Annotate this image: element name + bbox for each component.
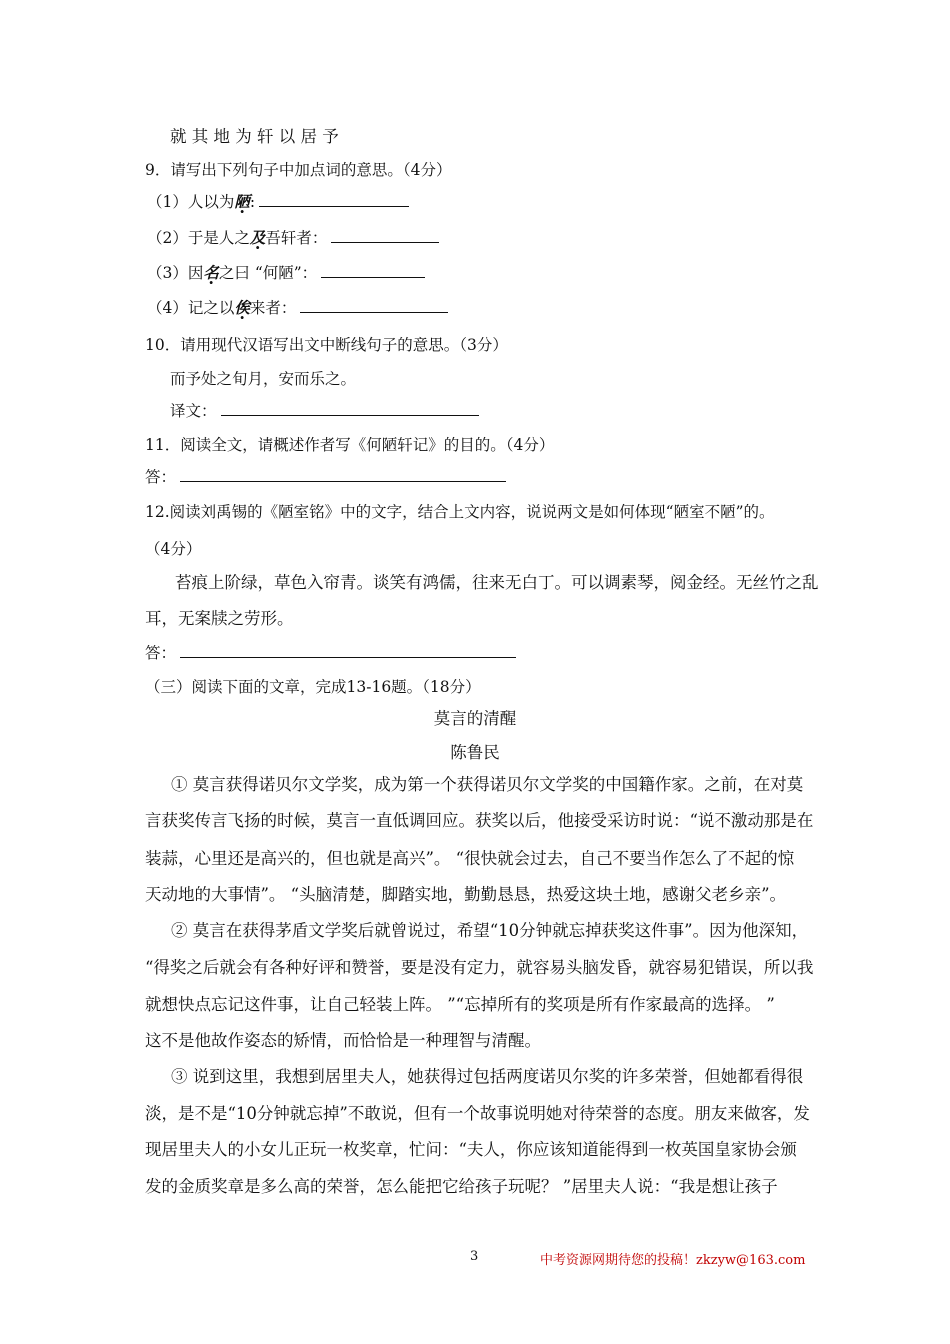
- article-author: 陈鲁民: [450, 743, 500, 762]
- q11-answer-label: 答：: [145, 468, 177, 486]
- q10-answer-label: 译文：: [170, 402, 217, 420]
- q9-item-2-post: 吾轩者：: [265, 229, 328, 247]
- article-line: 发的金质奖章是多么高的荣誉，怎么能把它给孩子玩呢？ ”居里夫人说：“我是想让孩子: [145, 1177, 778, 1196]
- q9-item-3: [147, 262, 425, 284]
- page-number: 3: [470, 1249, 479, 1264]
- q8-tail-text: 就 其 地 为 轩 以 居 予: [170, 127, 339, 146]
- q9-item-2-answer-blank[interactable]: [331, 227, 439, 243]
- q9-item-4: [147, 297, 448, 319]
- q9-item-1-post: :: [249, 193, 256, 211]
- q9-item-1-answer-blank[interactable]: [259, 191, 409, 207]
- q9-item-2-pre: （2）于是人之: [147, 229, 250, 247]
- article-line: 就想快点忘记这件事，让自己轻装上阵。 ”“忘掉所有的奖项是所有作家最高的选择。 ”: [145, 995, 775, 1014]
- article-line: 言获奖传言飞扬的时候，莫言一直低调回应。获奖以后，他接受采访时说：“说不激动那是在: [145, 811, 814, 830]
- section-3-heading: （三）阅读下面的文章，完成13-16题。（18分）: [145, 678, 481, 696]
- article-line: 现居里夫人的小女儿正玩一枚奖章，忙问：“夫人，你应该知道能得到一枚英国皇家协会颁: [145, 1140, 797, 1159]
- q11-answer-row: [145, 466, 506, 488]
- q9-item-1-dotted-word: 陋: [234, 192, 250, 211]
- q9-title: 9．请写出下列句子中加点词的意思。（4分）: [145, 161, 452, 179]
- q10-answer-row: [170, 400, 479, 422]
- article-line: ② 莫言在获得茅盾文学奖后就曾说过，希望“10分钟就忘掉获奖这件事”。因为他深知，: [171, 921, 809, 940]
- q12-answer-blank[interactable]: [180, 642, 516, 658]
- article-line: ③ 说到这里，我想到居里夫人，她获得过包括两度诺贝尔奖的许多荣誉，但她都看得很: [171, 1067, 804, 1086]
- q12-score: （4分）: [145, 540, 202, 558]
- article-line: 淡，是不是“10分钟就忘掉”不敢说，但有一个故事说明她对待荣誉的态度。朋友来做客，发: [145, 1104, 810, 1123]
- q9-item-2: [147, 227, 439, 249]
- q9-item-3-answer-blank[interactable]: [321, 262, 425, 278]
- q9-item-3-pre: （3）因: [147, 264, 204, 282]
- q9-item-4-dotted-word: 俟: [234, 298, 250, 317]
- article-line: 这不是他故作姿态的矫情，而恰恰是一种理智与清醒。: [145, 1031, 541, 1050]
- q11-title: 11．阅读全文，请概述作者写《何陋轩记》的目的。（4分）: [145, 436, 555, 454]
- q9-item-4-pre: （4）记之以: [147, 299, 235, 317]
- q10-title: 10．请用现代汉语写出文中断线句子的意思。（3分）: [145, 336, 508, 354]
- q9-item-4-answer-blank[interactable]: [300, 297, 448, 313]
- footer-promo-text: 中考资源网期待您的投稿！zkzyw@163.com: [540, 1253, 806, 1268]
- q9-item-3-post: 之曰 “何陋”：: [218, 264, 318, 282]
- q9-item-1-pre: （1）人以为: [147, 193, 235, 211]
- q10-sentence: 而予处之旬月，安而乐之。: [170, 370, 357, 388]
- article-line: 装蒜，心里还是高兴的，但也就是高兴”。 “很快就会过去，自己不要当作怎么了不起的惊: [145, 849, 795, 868]
- article-line: 天动地的大事情”。 “头脑清楚，脚踏实地，勤勤恳恳，热爱这块土地，感谢父老乡亲”。: [145, 885, 787, 904]
- article-line: “得奖之后就会有各种好评和赞誉，要是没有定力，就容易头脑发昏，就容易犯错误，所以我: [145, 958, 814, 977]
- article-line: ① 莫言获得诺贝尔文学奖，成为第一个获得诺贝尔文学奖的中国籍作家。之前，在对莫: [171, 775, 804, 794]
- q9-item-1: [147, 191, 409, 213]
- q12-quote-line-1: 苔痕上阶绿，草色入帘青。谈笑有鸿儒，往来无白丁。可以调素琴，阅金经。无丝竹之乱: [175, 573, 819, 592]
- q12-answer-row: [145, 642, 516, 664]
- q12-quote-line-2: 耳，无案牍之劳形。: [145, 609, 294, 628]
- q9-item-3-dotted-word: 名: [203, 263, 219, 282]
- q9-item-2-dotted-word: 及: [249, 228, 266, 247]
- q10-answer-blank[interactable]: [221, 400, 479, 416]
- q11-answer-blank[interactable]: [180, 466, 506, 482]
- q12-title: 12.阅读刘禹锡的《陋室铭》中的文字，结合上文内容，说说两文是如何体现“陋室不陋”的。: [145, 503, 775, 521]
- q9-item-4-post: 来者：: [249, 299, 297, 317]
- q12-answer-label: 答：: [145, 644, 177, 662]
- article-title: 莫言的清醒: [433, 709, 517, 728]
